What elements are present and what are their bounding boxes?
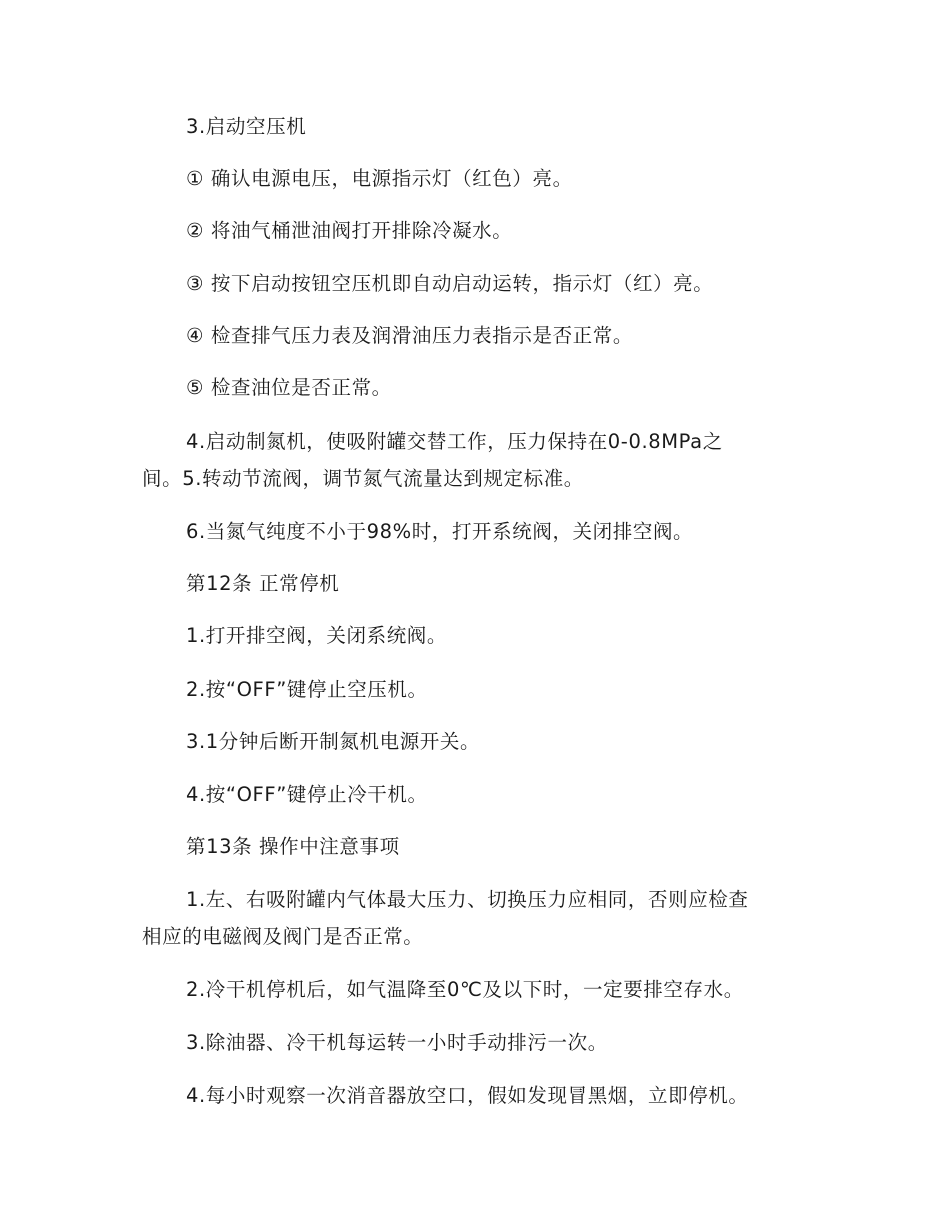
step-4-continuation: 间。5.转动节流阀，调节氮气流量达到规定标准。: [142, 467, 584, 490]
note-4: 4.每小时观察一次消音器放空口，假如发现冒黑烟，立即停机。: [186, 1084, 749, 1107]
substep-1-check-voltage: ① 确认电源电压，电源指示灯（红色）亮。: [186, 167, 573, 190]
substep-2-drain-condensate: ② 将油气桶泄油阀打开排除冷凝水。: [186, 219, 513, 242]
step-3-start-compressor: 3.启动空压机: [186, 115, 307, 138]
stop-step-3: 3.1分钟后断开制氮机电源开关。: [186, 730, 481, 753]
stop-step-4: 4.按“OFF”键停止冷干机。: [186, 783, 428, 806]
article-13-heading: 第13条 操作中注意事项: [186, 835, 400, 858]
note-2: 2.冷干机停机后，如气温降至0℃及以下时，一定要排空存水。: [186, 978, 744, 1001]
step-6-purity: 6.当氮气纯度不小于98%时，打开系统阀，关闭排空阀。: [186, 520, 694, 543]
article-12-heading: 第12条 正常停机: [186, 572, 340, 595]
stop-step-1: 1.打开排空阀，关闭系统阀。: [186, 624, 448, 647]
substep-3-press-start: ③ 按下启动按钮空压机即自动启动运转，指示灯（红）亮。: [186, 272, 714, 295]
note-1: 1.左、右吸附罐内气体最大压力、切换压力应相同，否则应检查: [186, 888, 749, 911]
note-3: 3.除油器、冷干机每运转一小时手动排污一次。: [186, 1031, 608, 1054]
note-1-continuation: 相应的电磁阀及阀门是否正常。: [142, 925, 424, 948]
stop-step-2: 2.按“OFF”键停止空压机。: [186, 678, 428, 701]
substep-5-check-oil: ⑤ 检查油位是否正常。: [186, 376, 392, 399]
step-4-start-nitrogen: 4.启动制氮机，使吸附罐交替工作，压力保持在0-0.8MPa之: [186, 430, 723, 453]
substep-4-check-gauges: ④ 检查排气压力表及润滑油压力表指示是否正常。: [186, 324, 633, 347]
